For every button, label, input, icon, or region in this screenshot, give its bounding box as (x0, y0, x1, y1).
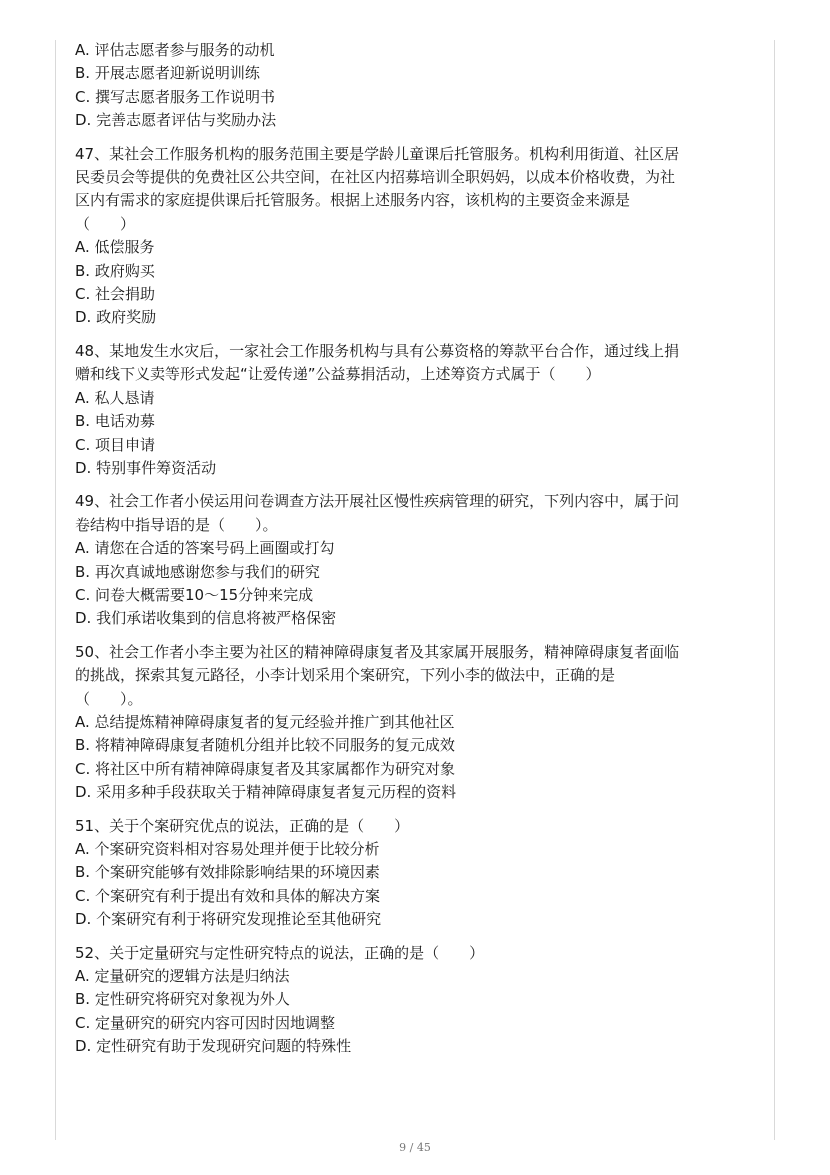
option-c: C. 个案研究有利于提出有效和具体的解决方案 (75, 886, 381, 905)
document-body (75, 39, 755, 1069)
option-c: C. 社会捐助 (75, 285, 156, 304)
option-d: D. 政府奖励 (75, 308, 157, 327)
question-stem-line: （ ） (75, 214, 136, 233)
option-d: D. 采用多种手段获取关于精神障碍康复者复元历程的资料 (75, 783, 457, 802)
option-a: A. 请您在合适的答案号码上画圈或打勾 (75, 539, 335, 558)
question-stem-line: 51、关于个案研究优点的说法，正确的是（ ） (75, 816, 410, 835)
question-52 (75, 942, 755, 1059)
question-stem-line: 的挑战，探索其复元路径，小李计划采用个案研究，下列小李的做法中，正确的是 (75, 666, 616, 685)
question-stem-line: 48、某地发生水灾后，一家社会工作服务机构与具有公募资格的筹款平台合作，通过线上捐 (75, 341, 680, 360)
question-48 (75, 340, 755, 480)
question-stem-line: 52、关于定量研究与定性研究特点的说法，正确的是（ ） (75, 943, 485, 962)
option-a: A. 评估志愿者参与服务的动机 (75, 41, 275, 59)
option-c: C. 问卷大概需要10～15分钟来完成 (75, 585, 314, 604)
page-border-right (774, 40, 775, 1140)
option-b: B. 电话劝募 (75, 412, 155, 431)
question-stem-line: 49、社会工作者小侯运用问卷调查方法开展社区慢性疾病管理的研究，下列内容中，属于问 (75, 492, 680, 511)
option-a: A. 私人恳请 (75, 388, 155, 407)
option-a: A. 低偿服务 (75, 238, 155, 257)
option-d: D. 个案研究有利于将研究发现推论至其他研究 (75, 910, 382, 929)
question-46 (75, 39, 755, 133)
question-stem-line: 47、某社会工作服务机构的服务范围主要是学龄儿童课后托管服务。机构利用街道、社区居 (75, 144, 680, 163)
option-b: B. 政府购买 (75, 261, 155, 280)
option-d: D. 我们承诺收集到的信息将被严格保密 (75, 609, 337, 628)
option-d: D. 完善志愿者评估与奖励办法 (75, 111, 277, 130)
option-c: C. 将社区中所有精神障碍康复者及其家属都作为研究对象 (75, 759, 456, 778)
question-51 (75, 815, 755, 932)
option-a: A. 定量研究的逻辑方法是归纳法 (75, 967, 290, 986)
question-50 (75, 641, 755, 805)
question-49 (75, 490, 755, 630)
option-c: C. 定量研究的研究内容可因时因地调整 (75, 1013, 336, 1032)
option-b: B. 开展志愿者迎新说明训练 (75, 64, 260, 83)
option-d: D. 特别事件筹资活动 (75, 458, 217, 477)
question-stem-line: 赠和线下义卖等形式发起“让爱传递”公益募捐活动，上述筹资方式属于（ ） (75, 365, 601, 384)
option-a: A. 总结提炼精神障碍康复者的复元经验并推广到其他社区 (75, 712, 455, 731)
option-d: D. 定性研究有助于发现研究问题的特殊性 (75, 1037, 352, 1056)
question-stem-line: （ ）。 (75, 689, 143, 708)
option-b: B. 个案研究能够有效排除影响结果的环境因素 (75, 863, 380, 882)
option-b: B. 定性研究将研究对象视为外人 (75, 990, 290, 1009)
question-stem-line: 民委员会等提供的免费社区公共空间，在社区内招募培训全职妈妈，以成本价格收费，为社 (75, 168, 676, 187)
page-border-left (55, 40, 56, 1140)
page-number: 9 / 45 (399, 1141, 431, 1154)
option-b: B. 将精神障碍康复者随机分组并比较不同服务的复元成效 (75, 736, 455, 755)
option-c: C. 撰写志愿者服务工作说明书 (75, 87, 276, 106)
option-a: A. 个案研究资料相对容易处理并便于比较分析 (75, 840, 380, 858)
option-c: C. 项目申请 (75, 435, 156, 454)
question-47 (75, 143, 755, 330)
option-b: B. 再次真诚地感谢您参与我们的研究 (75, 562, 320, 581)
question-stem-line: 区内有需求的家庭提供课后托管服务。根据上述服务内容，该机构的主要资金来源是 (75, 191, 631, 210)
question-stem-line: 卷结构中指导语的是（ ）。 (75, 515, 278, 534)
question-stem-line: 50、社会工作者小李主要为社区的精神障碍康复者及其家属开展服务，精神障碍康复者面临 (75, 642, 680, 661)
